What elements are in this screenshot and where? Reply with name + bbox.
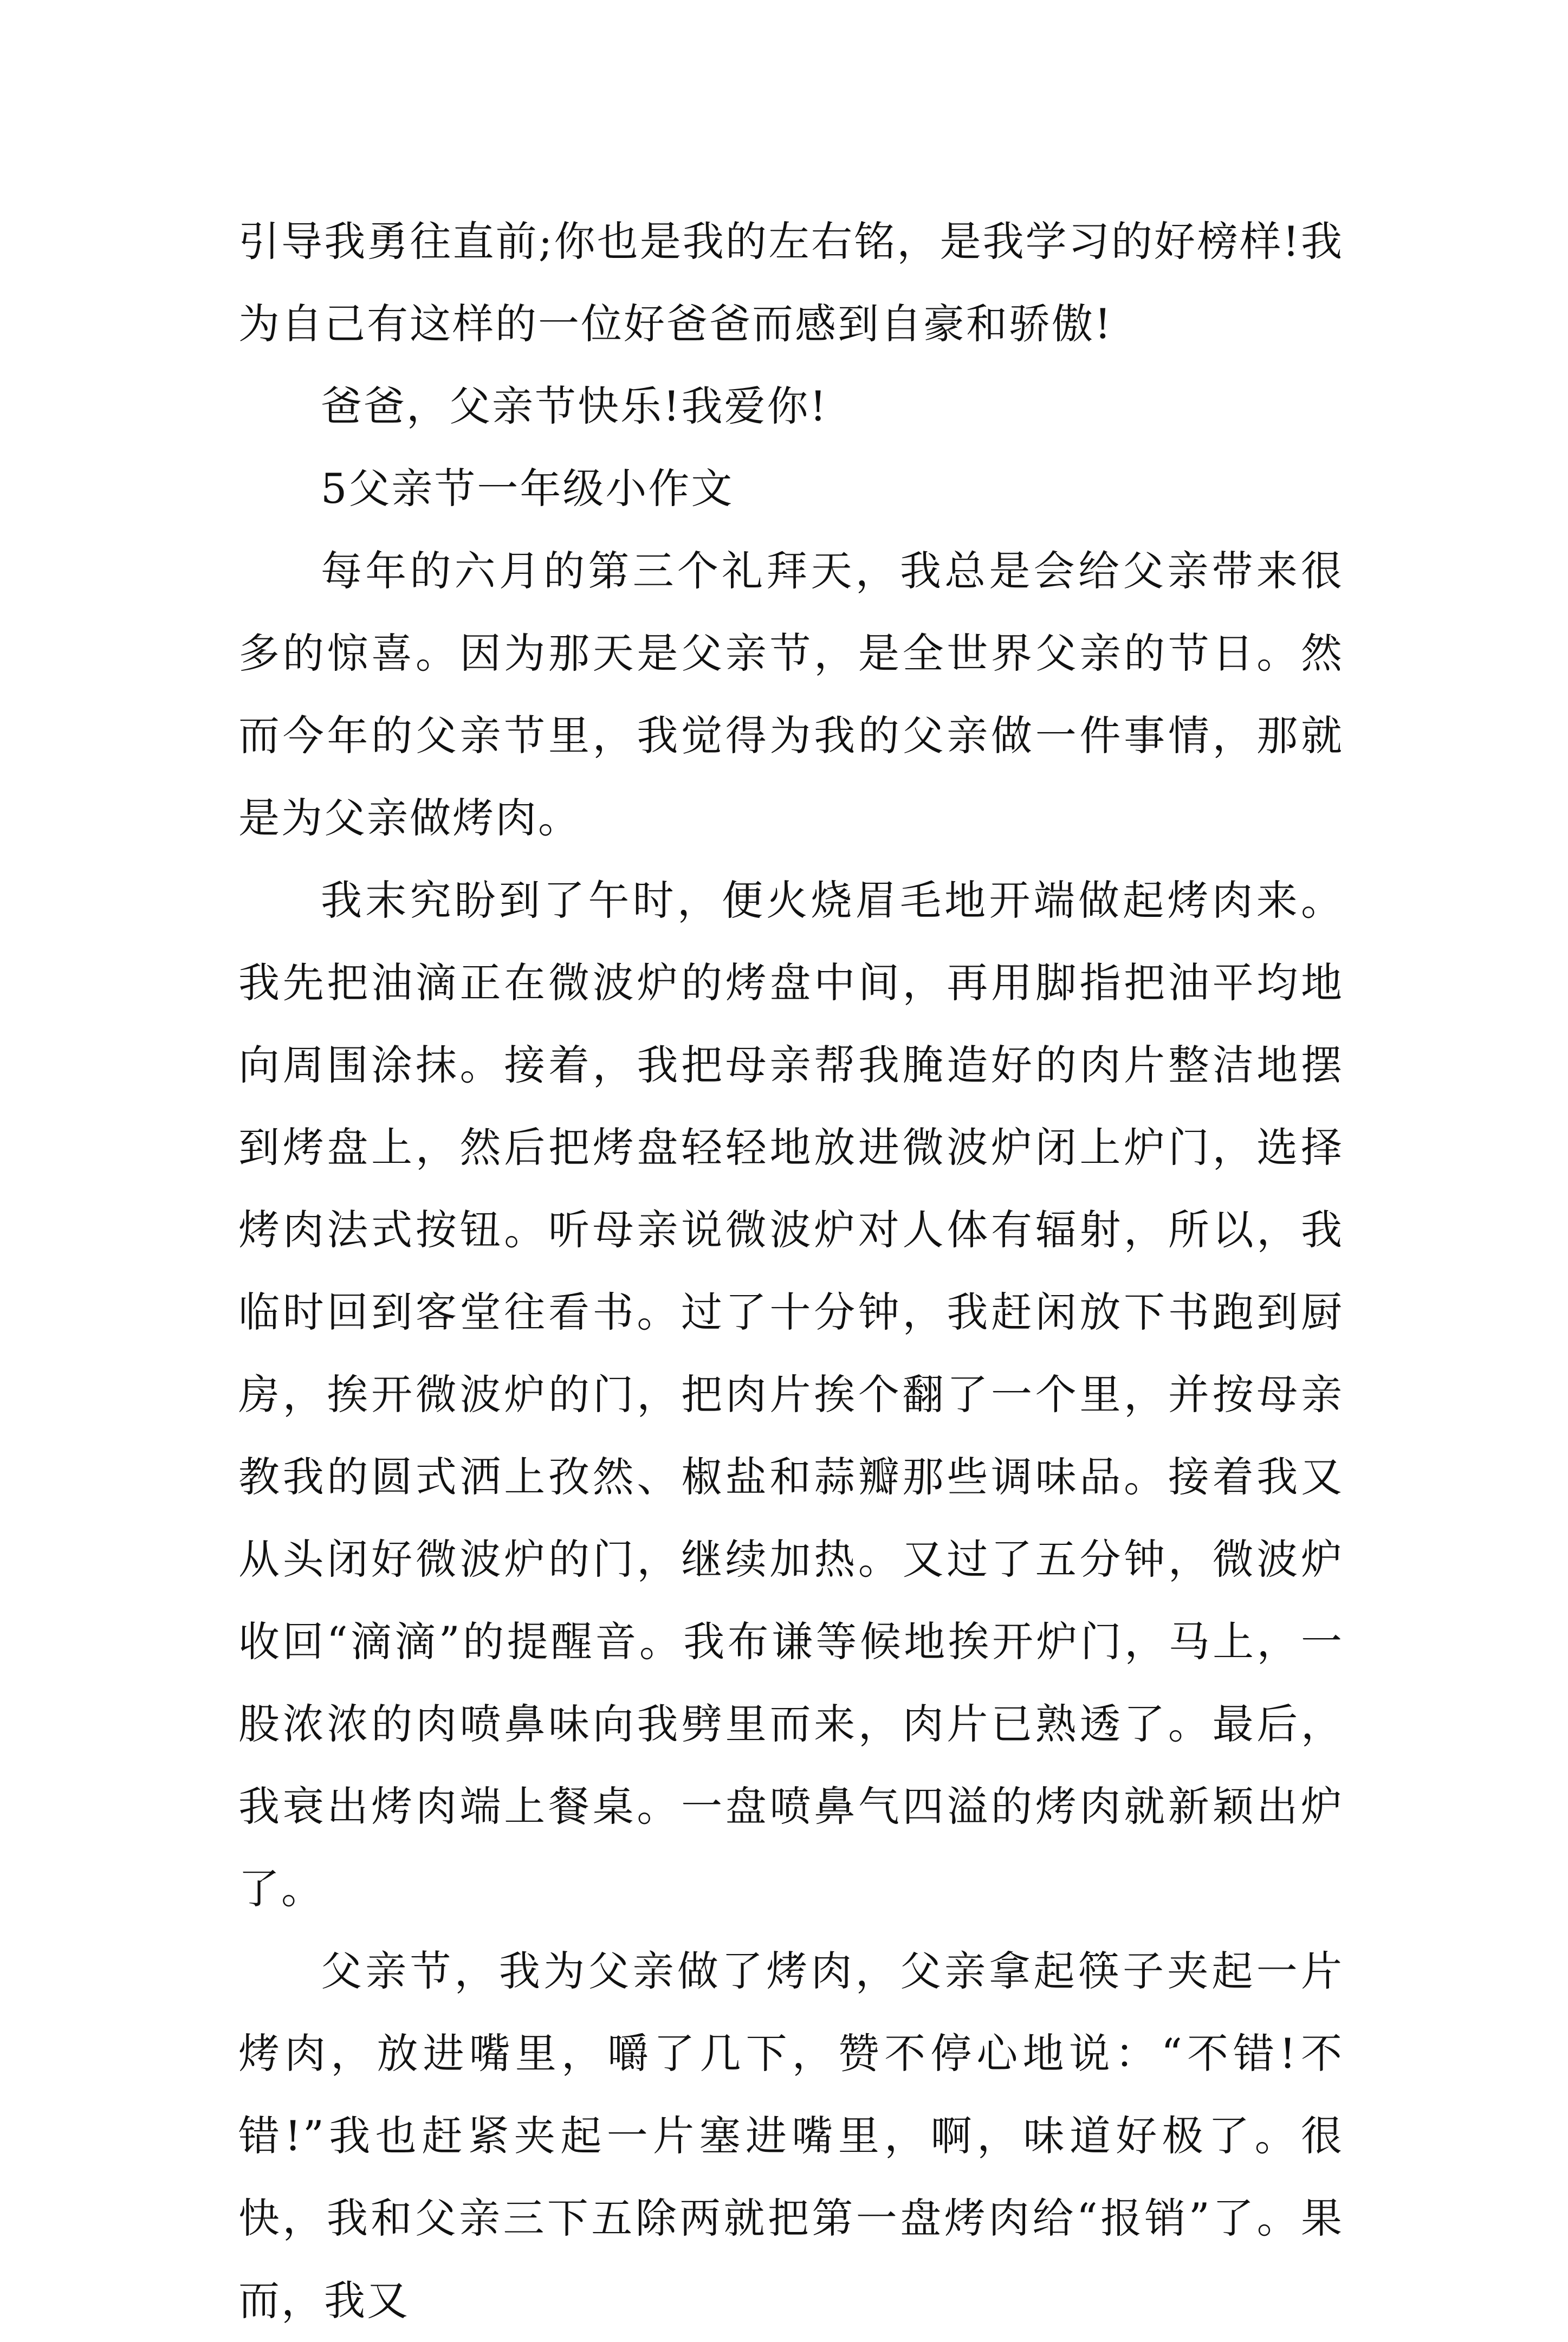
document-body <box>238 200 1344 2342</box>
paragraph-intro: 每年的六月的第三个礼拜天，我总是会给父亲带来很多的惊喜。因为那天是父亲节，是全世界父亲的节日。然而今年的父亲节里，我觉得为我的父亲做一件事情，那就是为父亲做烤肉。 <box>238 547 1344 842</box>
paragraph-continuation: 引导我勇往直前;你也是我的左右铭，是我学习的好榜样!我为自己有这样的一位好爸爸而感到自豪和骄傲! <box>238 217 1344 348</box>
section-heading: 5父亲节一年级小作文 <box>321 464 734 513</box>
paragraph-cooking: 我末究盼到了午时，便火烧眉毛地开端做起烤肉来。我先把油滴正在微波炉的烤盘中间，再用脚指把油平均地向周围涂抹。接着，我把母亲帮我腌造好的肉片整洁地摆到烤盘上，然后把烤盘轻轻地放进微波炉闭上炉门，选择烤肉法式按钮。听母亲说微波炉对人体有辐射，所以，我临时回到客堂往看书。过了十分钟，我赶闲放下书跑到厨房，挨开微波炉的门，把肉片挨个翻了一个里，并按母亲教我的圆式洒上孜然、椒盐和蒜瓣那些调味品。接着我又从头闭好微波炉的门，继续加热。又过了五分钟，微波炉收回“滴滴”的提醒音。我布谦等候地挨开炉门，马上，一股浓浓的肉喷鼻味向我劈里而来，肉片已熟透了。最后，我衰出烤肉端上餐桌。一盘喷鼻气四溢的烤肉就新颖出炉了。 <box>238 876 1344 1913</box>
paragraph-greeting: 爸爸，父亲节快乐!我爱你! <box>321 382 828 430</box>
paragraph-tasting: 父亲节，我为父亲做了烤肉，父亲拿起筷子夹起一片烤肉，放进嘴里，嚼了几下，赞不停心地说：“不错!不错!”我也赶紧夹起一片塞进嘴里，啊，味道好极了。很快，我和父亲三下五除两就把第一盘烤肉给“报销”了。果而，我又 <box>238 1947 1344 2325</box>
